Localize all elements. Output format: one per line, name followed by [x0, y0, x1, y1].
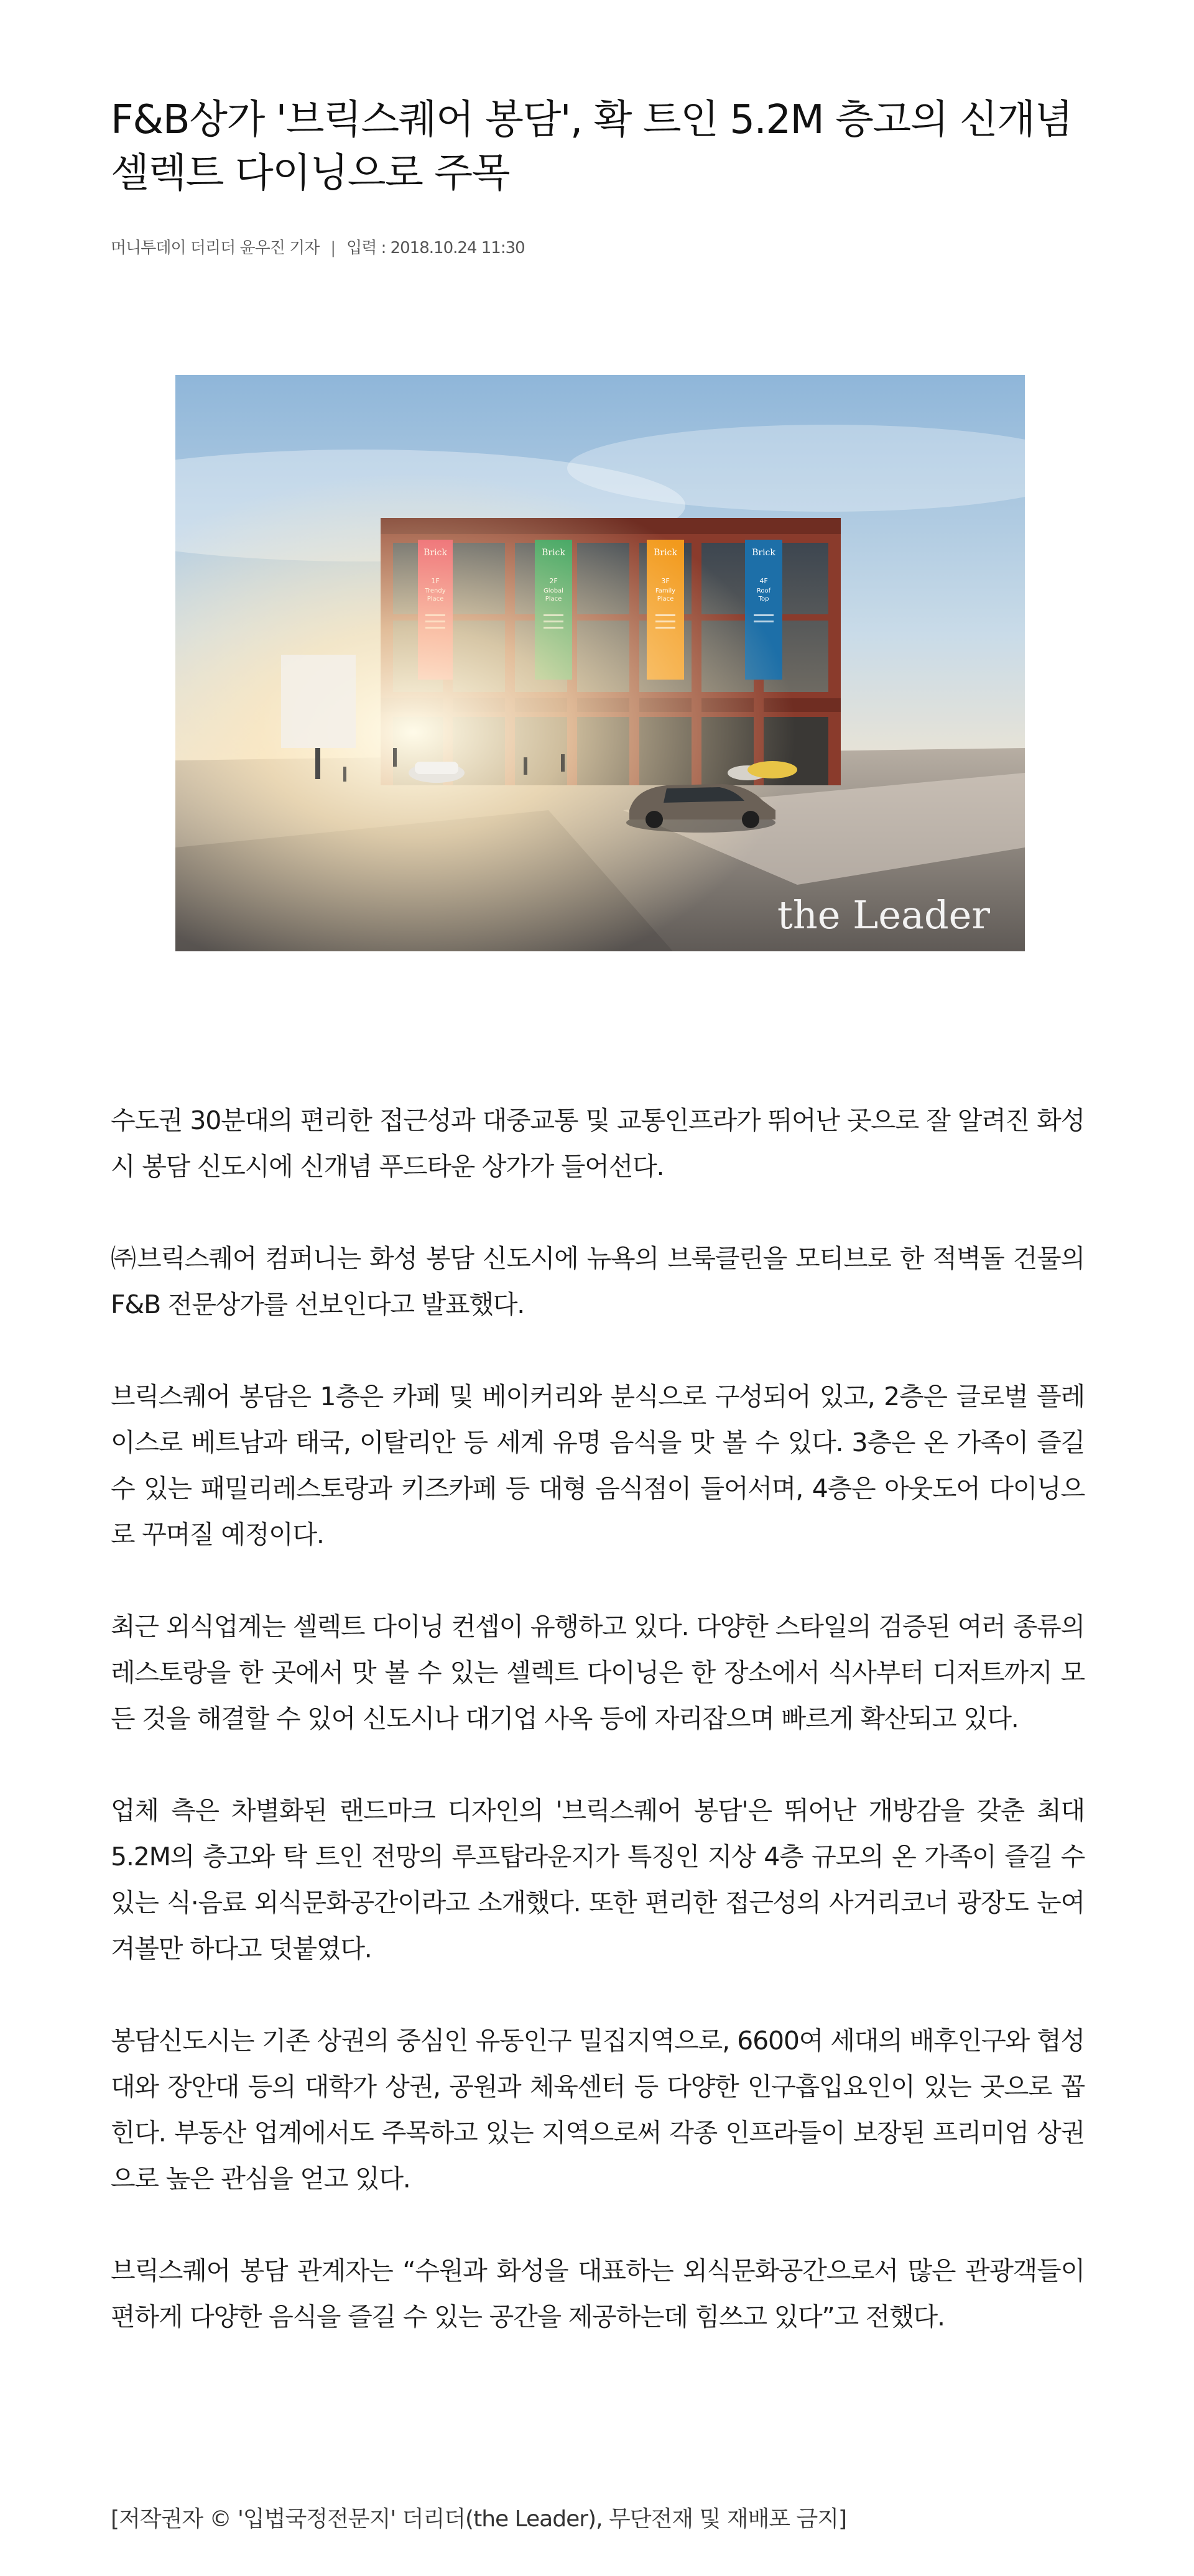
article-image [175, 375, 1025, 951]
paragraph-2: ㈜브릭스퀘어 컴퍼니는 화성 봉담 신도시에 뉴욕의 브룩클린을 모티브로 한 적벽돌 건물의 F&B 전문상가를 선보인다고 발표했다. [111, 1244, 1085, 1319]
paragraph-7: 브릭스퀘어 봉담 관계자는 “수원과 화성을 대표하는 외식문화공간으로서 많은 관광객들이 편하게 다양한 음식을 즐길 수 있는 공간을 제공하는데 힘쓰고 있다”고 전했다. [111, 2256, 1085, 2332]
paragraph-5: 업체 측은 차별화된 랜드마크 디자인의 '브릭스퀘어 봉담'은 뛰어난 개방감을 갖춘 최대 5.2M의 층고와 탁 트인 전망의 루프탑라운지가 특징인 지상 4층 규모의 온 가족이 즐길 수 있는 식·음료 외식문화공간이라고 소개했다. 또한 편리한 접근성의 사거리코너 광장도 눈여겨볼만 하다고 덧붙였다. [111, 1796, 1085, 1964]
byline-date: 입력 : 2018.10.24 11:30 [346, 239, 525, 257]
byline-separator: | [330, 239, 336, 257]
paragraph-3: 브릭스퀘어 봉담은 1층은 카페 및 베이커리와 분식으로 구성되어 있고, 2층은 글로벌 플레이스로 베트남과 태국, 이탈리안 등 세계 유명 음식을 맛 볼 수 있다. 3층은 온 가족이 즐길 수 있는 패밀리레스토랑과 키즈카페 등 대형 음식점이 들어서며, 4층은 아웃도어 다이닝으로 꾸며질 예정이다. [111, 1382, 1085, 1549]
paragraph-4: 최근 외식업계는 셀렉트 다이닝 컨셉이 유행하고 있다. 다양한 스타일의 검증된 여러 종류의 레스토랑을 한 곳에서 맛 볼 수 있는 셀렉트 다이닝은 한 장소에서 식사부터 디저트까지 모든 것을 해결할 수 있어 신도시나 대기업 사옥 등에 자리잡으며 빠르게 확산되고 있다. [111, 1612, 1085, 1733]
paragraph-1: 수도권 30분대의 편리한 접근성과 대중교통 및 교통인프라가 뛰어난 곳으로 잘 알려진 화성시 봉담 신도시에 신개념 푸드타운 상가가 들어선다. [111, 1106, 1085, 1181]
article-body [111, 1097, 1085, 2386]
building-rendering [175, 375, 1025, 951]
byline-author: 머니투데이 더리더 윤우진 기자 [111, 239, 320, 257]
article-headline: F&B상가 '브릭스퀘어 봉담', 확 트인 5.2M 층고의 신개념 셀렉트 다이닝으로 주목 [111, 97, 1072, 196]
copyright-notice: [저작권자 © '입법국정전문지' 더리더(the Leader), 무단전재 및 재배포 금지] [111, 2506, 847, 2532]
byline [111, 238, 525, 259]
paragraph-6: 봉담신도시는 기존 상권의 중심인 유동인구 밀집지역으로, 6600여 세대의 배후인구와 협성대와 장안대 등의 대학가 상권, 공원과 체육센터 등 다양한 인구흡입요인이 있는 곳으로 꼽힌다. 부동산 업계에서도 주목하고 있는 지역으로써 각종 인프라들이 보장된 프리미엄 상권으로 높은 관심을 얻고 있다. [111, 2026, 1085, 2194]
image-watermark: the Leader [777, 892, 990, 938]
